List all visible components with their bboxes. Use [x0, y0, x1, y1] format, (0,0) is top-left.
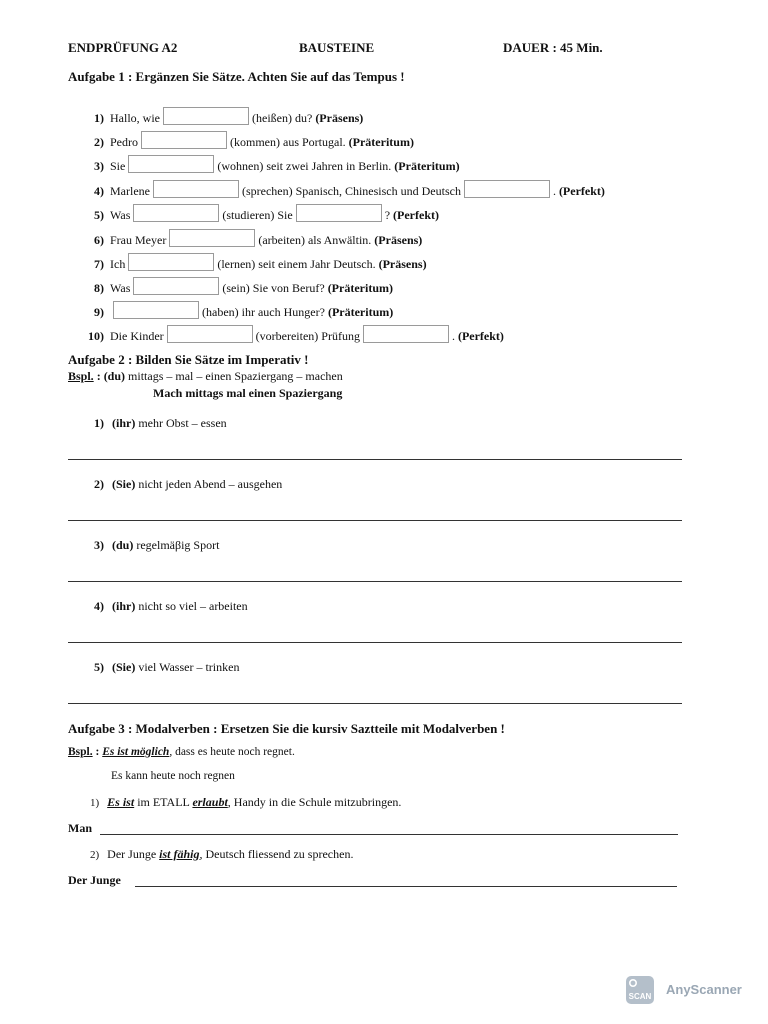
item-subject: Was — [110, 208, 131, 222]
item-subject: Hallo, wie — [110, 111, 160, 125]
question-number: 1) — [90, 797, 100, 809]
item-number: 5) — [94, 660, 104, 674]
item-number: 1) — [94, 416, 104, 430]
answer-line[interactable] — [68, 703, 682, 704]
logo-text: SCAN — [628, 992, 652, 1001]
item-verb-hint: (sein) Sie von Beruf? — [222, 281, 325, 295]
item-number: 8) — [94, 281, 104, 295]
example-pronoun: (du) — [103, 369, 126, 383]
answer-line[interactable] — [100, 834, 678, 835]
aufgabe2-item — [82, 416, 227, 431]
question-text: im ETALL — [134, 795, 193, 809]
question-number: 2) — [90, 849, 100, 861]
item-subject: Marlene — [110, 184, 150, 198]
aufgabe1-item — [82, 301, 393, 320]
aufgabe2-title: Aufgabe 2 : Bilden Sie Sätze im Imperativ ! — [68, 352, 309, 367]
item-pronoun: (Sie) — [112, 477, 136, 491]
aufgabe3-question-2 — [90, 847, 353, 862]
question-text: , Deutsch fliessend zu sprechen. — [199, 847, 354, 861]
item-subject: Was — [110, 281, 131, 295]
item-number: 5) — [94, 208, 104, 222]
answer-box[interactable] — [167, 325, 253, 343]
aufgabe1-item — [82, 155, 460, 174]
item-verb-hint: (vorbereiten) Prüfung — [255, 329, 360, 343]
answer-line[interactable] — [68, 642, 682, 643]
item-subject: Sie — [110, 159, 126, 173]
aufgabe3-answer-1-label: Man — [68, 821, 92, 835]
item-number: 7) — [94, 257, 104, 271]
item-number: 9) — [94, 305, 104, 319]
header-duration: DAUER : 45 Min. — [503, 40, 603, 55]
aufgabe1-item — [82, 131, 414, 150]
anyscanner-brand: AnyScanner — [666, 982, 742, 997]
answer-box[interactable] — [153, 180, 239, 198]
answer-box[interactable] — [363, 325, 449, 343]
aufgabe1-item — [82, 253, 427, 272]
question-text: , Handy in die Schule mitzubringen. — [227, 795, 402, 809]
item-tense: (Präteritum) — [394, 159, 460, 173]
item-punctuation: ? — [384, 208, 391, 222]
anyscanner-logo-icon — [625, 975, 655, 1005]
item-tense: (Perfekt) — [393, 208, 439, 222]
example-italic-phrase: Es ist möglich — [102, 746, 170, 758]
item-pronoun: (du) — [112, 538, 134, 552]
italic-phrase: ist fähig — [159, 847, 200, 861]
item-number: 2) — [94, 477, 104, 491]
aufgabe3-answer-2-label: Der Junge — [68, 873, 121, 887]
aufgabe2-item — [82, 660, 239, 675]
aufgabe2-example-answer: Mach mittags mal einen Spaziergang — [153, 386, 343, 400]
aufgabe2-item — [82, 538, 219, 553]
item-prompt: nicht jeden Abend – ausgehen — [135, 477, 283, 491]
answer-box[interactable] — [169, 229, 255, 247]
aufgabe1-item — [82, 325, 504, 344]
example-separator: : — [92, 746, 103, 758]
item-tense: (Perfekt) — [558, 184, 605, 198]
item-number: 1) — [94, 111, 104, 125]
example-rest: , dass es heute noch regnet. — [169, 746, 295, 758]
italic-phrase: erlaubt — [192, 795, 228, 809]
answer-box[interactable] — [128, 155, 214, 173]
aufgabe1-item — [82, 107, 363, 126]
aufgabe1-title: Aufgabe 1 : Ergänzen Sie Sätze. Achten Sie auf das Tempus ! — [68, 69, 405, 84]
item-tense: (Präteritum) — [327, 305, 394, 319]
aufgabe3-question-1 — [90, 795, 401, 810]
item-punctuation: . — [552, 184, 556, 198]
item-number: 6) — [94, 233, 104, 247]
answer-line[interactable] — [68, 520, 682, 521]
answer-box[interactable] — [133, 204, 219, 222]
item-prompt: regelmäβig Sport — [133, 538, 220, 552]
answer-line[interactable] — [68, 459, 682, 460]
answer-line[interactable] — [68, 581, 682, 582]
item-prompt: mehr Obst – essen — [135, 416, 227, 430]
item-number: 3) — [94, 538, 104, 552]
answer-line[interactable] — [135, 886, 677, 887]
aufgabe3-example-answer: Es kann heute noch regnen — [111, 770, 235, 782]
example-prompt: mittags – mal – einen Spaziergang – machen — [125, 369, 343, 383]
item-verb-hint: (sprechen) Spanisch, Chinesisch und Deutsch — [241, 184, 461, 198]
aufgabe2-example — [68, 369, 343, 384]
aufgabe3-example — [68, 746, 295, 758]
item-verb-hint: (lernen) seit einem Jahr Deutsch. — [217, 257, 376, 271]
answer-box[interactable] — [163, 107, 249, 125]
item-number: 2) — [94, 135, 104, 149]
item-verb-hint: (haben) ihr auch Hunger? — [202, 305, 325, 319]
item-subject: Pedro — [110, 135, 138, 149]
item-number: 4) — [94, 599, 104, 613]
item-prompt: viel Wasser – trinken — [135, 660, 240, 674]
item-tense: (Präsens) — [378, 257, 427, 271]
answer-box[interactable] — [113, 301, 199, 319]
aufgabe2-item — [82, 599, 248, 614]
aufgabe2-item — [82, 477, 282, 492]
item-verb-hint: (arbeiten) als Anwältin. — [258, 233, 372, 247]
item-verb-hint: (heißen) du? — [252, 111, 313, 125]
question-text: Der Junge — [107, 847, 160, 861]
item-subject: Ich — [110, 257, 126, 271]
aufgabe1-item — [82, 180, 605, 199]
item-verb-hint: (studieren) Sie — [222, 208, 293, 222]
item-number: 3) — [94, 159, 104, 173]
item-punctuation: . — [451, 329, 455, 343]
item-pronoun: (ihr) — [112, 599, 136, 613]
header-section: BAUSTEINE — [299, 40, 375, 55]
item-tense: (Präsens) — [315, 111, 364, 125]
item-tense: (Perfekt) — [457, 329, 504, 343]
answer-box[interactable] — [133, 277, 219, 295]
aufgabe3-title: Aufgabe 3 : Modalverben : Ersetzen Sie die kursiv Saztteile mit Modalverben ! — [68, 721, 505, 736]
example-label: Bspl. — [68, 746, 93, 758]
answer-box[interactable] — [296, 204, 382, 222]
item-verb-hint: (wohnen) seit zwei Jahren in Berlin. — [217, 159, 392, 173]
header-exam-title: ENDPRÜFUNG A2 — [68, 40, 178, 55]
item-tense: (Präteritum) — [327, 281, 393, 295]
item-subject: Frau Meyer — [110, 233, 167, 247]
example-label: Bspl. — [68, 369, 94, 383]
aufgabe1-item — [82, 277, 393, 296]
item-tense: (Präteritum) — [348, 135, 414, 149]
item-prompt: nicht so viel – arbeiten — [135, 599, 248, 613]
example-separator: : — [93, 369, 104, 383]
answer-box[interactable] — [128, 253, 214, 271]
item-subject: Die Kinder — [110, 329, 164, 343]
item-pronoun: (Sie) — [112, 660, 136, 674]
item-number: 4) — [94, 184, 104, 198]
item-tense: (Präsens) — [374, 233, 423, 247]
item-verb-hint: (kommen) aus Portugal. — [230, 135, 346, 149]
aufgabe1-item — [82, 229, 422, 248]
item-number: 10) — [88, 329, 104, 343]
item-pronoun: (ihr) — [112, 416, 136, 430]
answer-box[interactable] — [141, 131, 227, 149]
answer-box[interactable] — [464, 180, 550, 198]
aufgabe1-item — [82, 204, 439, 223]
italic-phrase: Es ist — [107, 795, 135, 809]
